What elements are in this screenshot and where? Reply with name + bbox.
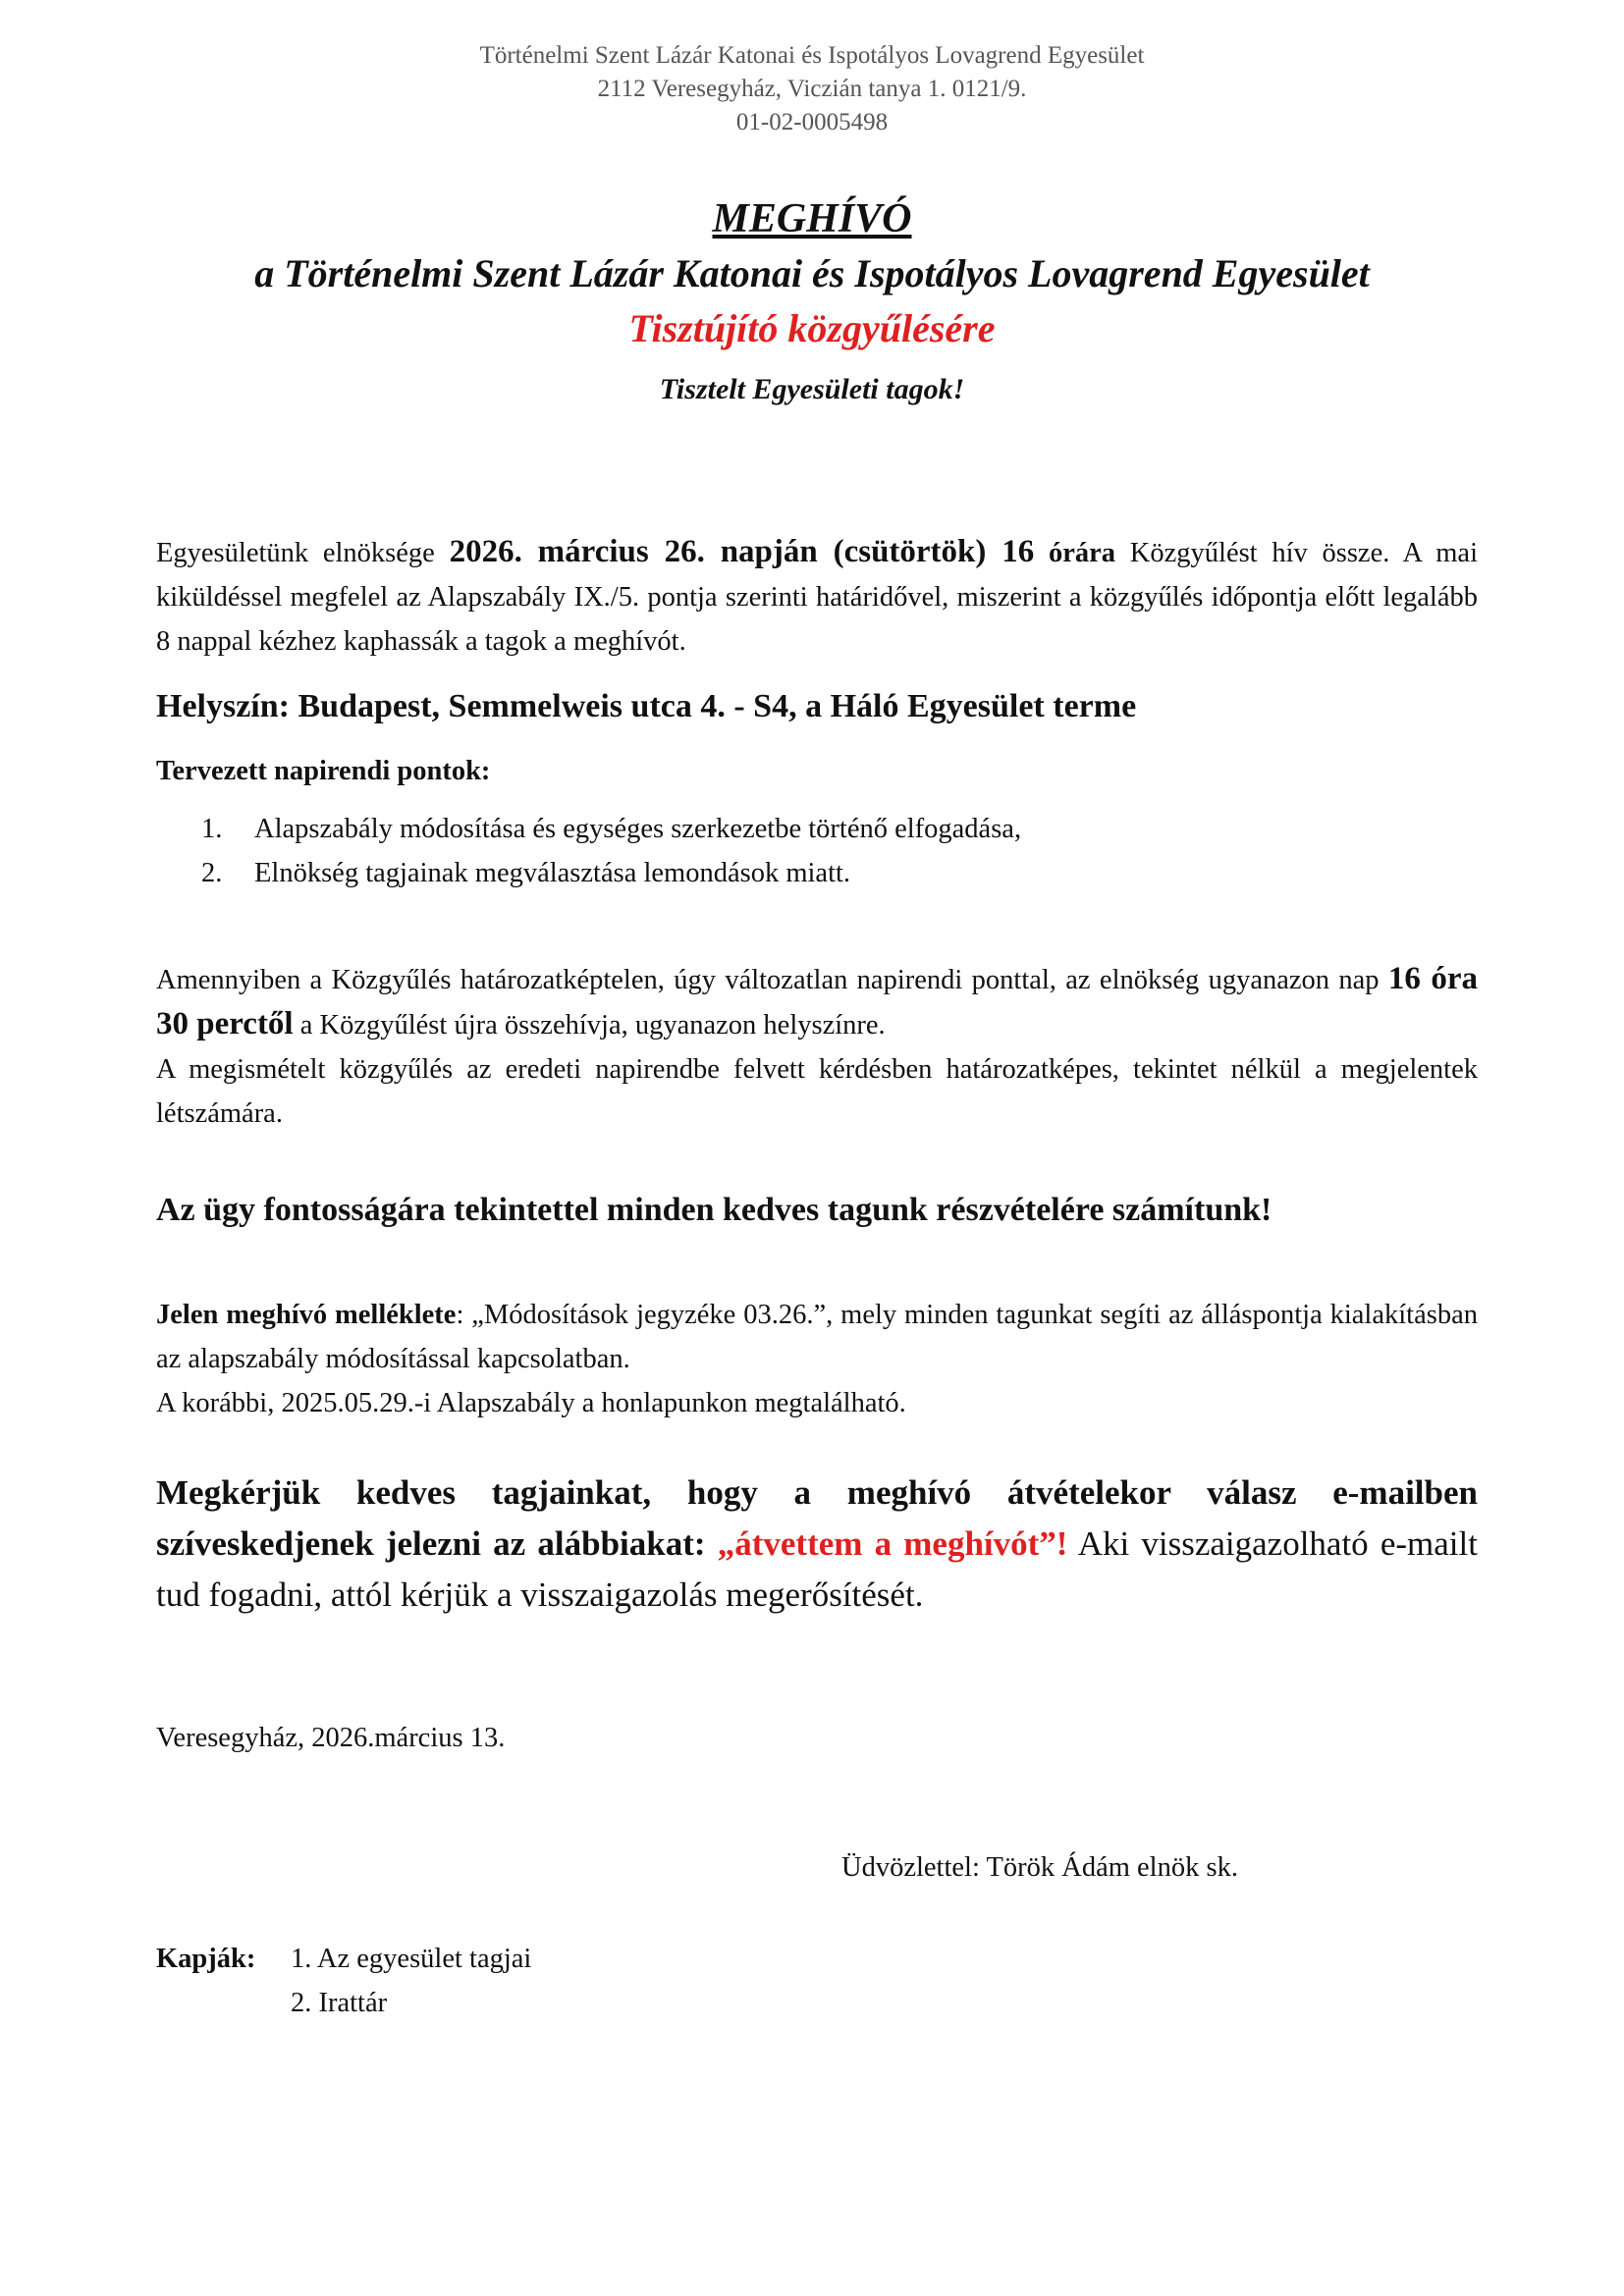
list-item (201, 851, 1478, 895)
recipients-label: Kapják: (156, 1944, 256, 1974)
registration-number: 01-02-0005498 (735, 109, 889, 135)
confirmation-phrase: „átvettem a meghívót”! (717, 1524, 1068, 1563)
org-address: 2112 Veresegyház, Viczián tanya 1. 0121/9. (597, 76, 1027, 102)
document-subtitle: a Történelmi Szent Lázár Katonai és Ispotályos Lovagrend Egyesület (254, 251, 1370, 295)
list-item: 1. Az egyesület tagjai (291, 1944, 532, 1974)
list-item: 2. Irattár (291, 1988, 388, 2018)
greeting: Tisztelt Egyesületi tagok! (659, 373, 965, 405)
meeting-date: 2026. március 26. napján (csütörtök) 16 (449, 534, 1035, 569)
intro-paragraph: Egyesületünk elnöksége 2026. március 26. napján (csütörtök) 16 órára Közgyűlést hív össze. A mai kiküldéssel megfelel az Alapszabály IX./5. pontja szerinti határidővel, miszerint a közgyűlés időpontja előtt legalább 8 nappal kézhez kaphassák a tagok a meghívót. (156, 534, 1478, 657)
list-item-text: Alapszabály módosítása és egységes szerkezetbe történő elfogadása, (254, 814, 1022, 844)
repeat-time: 16 óra 30 perctől (156, 961, 1478, 1041)
list-item (201, 807, 1478, 851)
attachment-label: Jelen meghívó melléklete (156, 1300, 457, 1330)
location: Helyszín: Budapest, Semmelweis utca 4. - S4, a Háló Egyesület terme (156, 688, 1137, 724)
meeting-time-suffix: órára (1034, 538, 1116, 568)
org-name: Történelmi Szent Lázár Katonai és Ispotályos Lovagrend Egyesület (479, 42, 1145, 69)
place-date: Veresegyház, 2026.március 13. (156, 1723, 506, 1753)
letterhead (0, 39, 1624, 139)
title-block (0, 191, 1624, 409)
importance-statement: Az ügy fontosságára tekintettel minden kedves tagunk részvételére számítunk! (156, 1192, 1272, 1228)
signature: Üdvözlettel: Török Ádám elnök sk. (841, 1852, 1238, 1883)
document-title: MEGHÍVÓ (712, 196, 912, 241)
quorum-paragraph: Amennyiben a Közgyűlés határozatképtelen, úgy változatlan napirendi ponttal, az elnökség ugyanazon nap 16 óra 30 perctől a Közgyűlést újra összehívja, ugyanazon helyszínre. A megismételt közgyűlés az eredeti napirendbe felvett kérdésben határozatképes, tekintet nélkül a megjelentek létszámára. (156, 961, 1478, 1129)
meeting-type: Tisztújító közgyűlésére (628, 306, 996, 350)
agenda-title: Tervezett napirendi pontok: (156, 756, 491, 786)
agenda-list (201, 807, 1478, 895)
attachment-paragraph: Jelen meghívó melléklete: „Módosítások jegyzéke 03.26.”, mely minden tagunkat segíti az álláspontja kialakításban az alapszabály módosítással kapcsolatban. A korábbi, 2025.05.29.-i Alapszabály a honlapunkon megtalálható. (156, 1300, 1478, 1418)
list-item-text: Elnökség tagjainak megválasztása lemondások miatt. (254, 858, 851, 888)
list-item-number: 2. (201, 858, 223, 888)
confirmation-request: Megkérjük kedves tagjainkat, hogy a meghívó átvételekor válasz e-mailben szíveskedjenek jelezni az alábbiakat: „átvettem a meghívót”! Aki visszaigazolható e-mailt tud fogadni, attól kérjük a visszaigazolás megerősítését. (156, 1473, 1478, 1614)
list-item-number: 1. (201, 814, 223, 844)
